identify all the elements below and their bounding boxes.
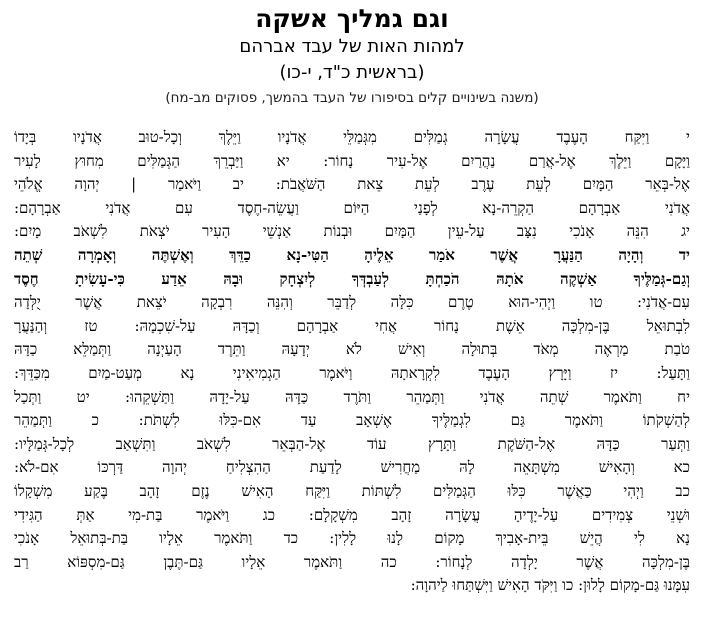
text-line: וּשְׁנֵי צְמִידִים עַל-יָדֶיהָ עֲשָׂרָה זָהָב מִשְׁקָלָם: כג וַיֹּאמֶר בַּת-מִי אַתְּ הַגִּידִי [14, 505, 690, 524]
text-line: עִמָּנוּ גַּם-מָקוֹם לָלוּן: כו וַיִּקֹּד הָאִישׁ וַיִּשְׁתַּחוּ לַיהוָה: [410, 576, 690, 595]
text-line: בֶּן-מִלְכָּה אֲשֶׁר יָלְדָה לְנָחוֹר: כה וַתֹּאמֶר אֵלָיו גַּם-תֶּבֶן גַּם-מִסְפּוֹא רַב [14, 552, 690, 571]
text-line: וַתְּעַר כַּדָּהּ אֶל-הַשֹּׁקֶת וַתָּרָץ עוֹד אֶל-הַבְּאֵר לִשְׁאֹב וַתִּשְׁאַב לְכָל-גְּמַלָּיו: [14, 434, 690, 453]
text-line: וַיָּקָם וַיֵּלֶךְ אֶל-אֲרַם נַהֲרַיִם אֶל-עִיר נָחוֹר: יא וַיַּבְרֵךְ הַגְּמַלִּים מִחוּץ לָעִיר [14, 151, 690, 170]
text-line: כב וַיְהִי כַּאֲשֶׁר כִּלּוּ הַגְּמַלִּים לִשְׁתּוֹת וַיִּקַּח הָאִישׁ נֶזֶם זָהָב בֶּקַע מִשְׁקָלוֹ [14, 481, 690, 500]
text-line-emphasized: וְגַם-גְּמַלֶּיךָ אַשְׁקֶה אֹתָהּ הֹכַחְתָּ לְעַבְדְּךָ לְיִצְחָק וּבָהּ אֵדַע כִּי-עָשִׂיתָ חֶסֶד [14, 269, 690, 288]
page-subtitle: למהות האות של עבד אברהם [239, 36, 465, 57]
text-line: וַתָּעַל: יז וַיָּרָץ הָעֶבֶד לִקְרָאתָהּ וַיֹּאמֶר הַגְמִיאִינִי נָא מְעַט-מַיִם מִכַּדֵּךְ: [14, 363, 690, 382]
text-line: יח וַתֹּאמֶר שְׁתֵה אֲדֹנִי וַתְּמַהֵר וַתֹּרֶד כַּדָּהּ עַל-יָדָהּ וַתַּשְׁקֵהוּ: יט וַתְּכַל [14, 387, 690, 406]
page-title: וגם גמליך אשקה [255, 4, 449, 33]
text-line: אֲדֹנִי אַבְרָהָם הַקְרֵה-נָא לְפָנַי הַיּוֹם וַעֲשֵׂה-חֶסֶד עִם אֲדֹנִי אַבְרָהָם: [14, 198, 690, 217]
text-line: נָא לִי הֲיֵשׁ בֵּית-אָבִיךְ מָקוֹם לָנוּ לָלִין: כד וַתֹּאמֶר אֵלָיו בַּת-בְּתוּאֵל אָנֹכִי [14, 529, 690, 548]
text-line: יג הִנֵּה אָנֹכִי נִצָּב עַל-עֵין הַמָּיִם וּבְנוֹת אַנְשֵׁי הָעִיר יֹצְאֹת לִשְׁאֹב מָיִם: [14, 222, 690, 241]
text-line: י וַיִּקַּח הָעֶבֶד עֲשָׂרָה גְמַלִּים מִגְּמַלֵּי אֲדֹנָיו וַיֵּלֶךְ וְכָל-טוּב אֲדֹנָיו בְּיָדוֹ [14, 128, 690, 146]
text-line: כא וְהָאִישׁ מִשְׁתָּאֵה לָהּ מַחֲרִישׁ לָדַעַת הַהִצְלִיחַ יְהוָה דַּרְכּוֹ אִם-לֹא: [14, 458, 690, 477]
text-line: לְהַשְׁקֹתוֹ וַתֹּאמֶר גַּם לִגְמַלֶּיךָ אֶשְׁאָב עַד אִם-כִּלּוּ לִשְׁתֹּת: כ וַתְּמַהֵר [14, 411, 690, 430]
text-line: טֹבַת מַרְאֶה מְאֹד בְּתוּלָה וְאִישׁ לֹא יְדָעָהּ וַתֵּרֶד הָעַיְנָה וַתְּמַלֵּא כַדָּהּ [14, 340, 690, 359]
text-line: אֶל-בְּאֵר הַמָּיִם לְעֵת עֶרֶב לְעֵת צֵאת הַשֹּׁאֲבֹת: יב וַיֹּאמַר | יְהוָה אֱלֹהֵי [14, 175, 690, 194]
parenthetical-note: (משנה בשינויים קלים בסיפורו של העבד בהמשך, פסוקים מב-מח) [165, 90, 539, 106]
verse-reference: (בראשית כ"ד, י-כו) [279, 62, 425, 83]
text-line: לִבְתוּאֵל בֶּן-מִלְכָּה אֵשֶׁת נָחוֹר אֲחִי אַבְרָהָם וְכַדָּהּ עַל-שִׁכְמָהּ: טז וְהַנַּעֲרָ [14, 316, 690, 335]
text-line-emphasized: יד וְהָיָה הַנַּעֲרָ אֲשֶׁר אֹמַר אֵלֶיהָ הַטִּי-נָא כַדֵּךְ וְאֶשְׁתֶּה וְאָמְרָה שְׁתֵה [14, 245, 690, 264]
verse-text-block [14, 126, 690, 598]
text-line: עִם-אֲדֹנִי: טו וַיְהִי-הוּא טֶרֶם כִּלָּה לְדַבֵּר וְהִנֵּה רִבְקָה יֹצֵאת אֲשֶׁר יֻלְּדָה [14, 293, 690, 312]
